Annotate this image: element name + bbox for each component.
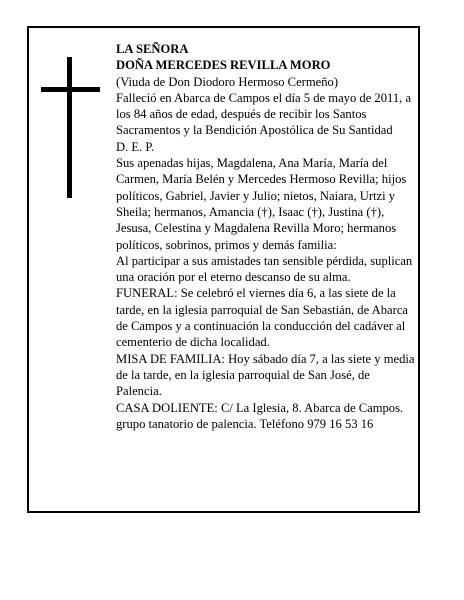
funeral-home-line: grupo tanatorio de palencia. Teléfono 979 16 53 16 xyxy=(116,416,374,431)
obituary-text xyxy=(116,41,416,432)
request-paragraph: Al participar a sus amistades tan sensible pérdida, suplican una oración por el eterno descanso de su alma. xyxy=(116,253,413,285)
obituary-notice xyxy=(27,26,420,513)
family-paragraph: Sus apenadas hijas, Magdalena, Ana María, María del Carmen, María Belén y Mercedes Hermoso Revilla; hijos políticos, Gabriel, Javier y Julio; nietos, Naiara, Urtzi y Sheila; hermanos, Amancia (†), Isaac (†), Justina (†), Jesusa, Celestina y Magdalena Revilla Moro; hermanos políticos, sobrinos, primos y demás familia: xyxy=(116,156,407,252)
deceased-name: DOÑA MERCEDES REVILLA MORO xyxy=(116,58,331,73)
funeral-paragraph: FUNERAL: Se celebró el viernes día 6, a las siete de la tarde, en la iglesia parroquial de San Sebastián, de Abarca de Campos y a continuación la conducción del cadáver al cementerio de dicha localidad. xyxy=(116,286,408,350)
house-paragraph: CASA DOLIENTE: C/ La Iglesia, 8. Abarca de Campos. xyxy=(116,400,404,415)
notice-title: LA SEÑORA xyxy=(116,42,189,56)
widow-line: (Viuda de Don Diodoro Hermoso Cermeño) xyxy=(116,74,339,89)
rip-line: D. E. P. xyxy=(116,139,155,154)
mass-paragraph: MISA DE FAMILIA: Hoy sábado día 7, a las siete y media de la tarde, en la iglesia parroquial de San José, de Palencia. xyxy=(116,351,415,399)
cross-icon xyxy=(67,57,72,198)
cross-icon-crossbar xyxy=(41,87,100,92)
death-paragraph: Falleció en Abarca de Campos el día 5 de mayo de 2011, a los 84 años de edad, después de recibir los Santos Sacramentos y la Bendición Apostólica de Su Santidad xyxy=(116,90,412,138)
